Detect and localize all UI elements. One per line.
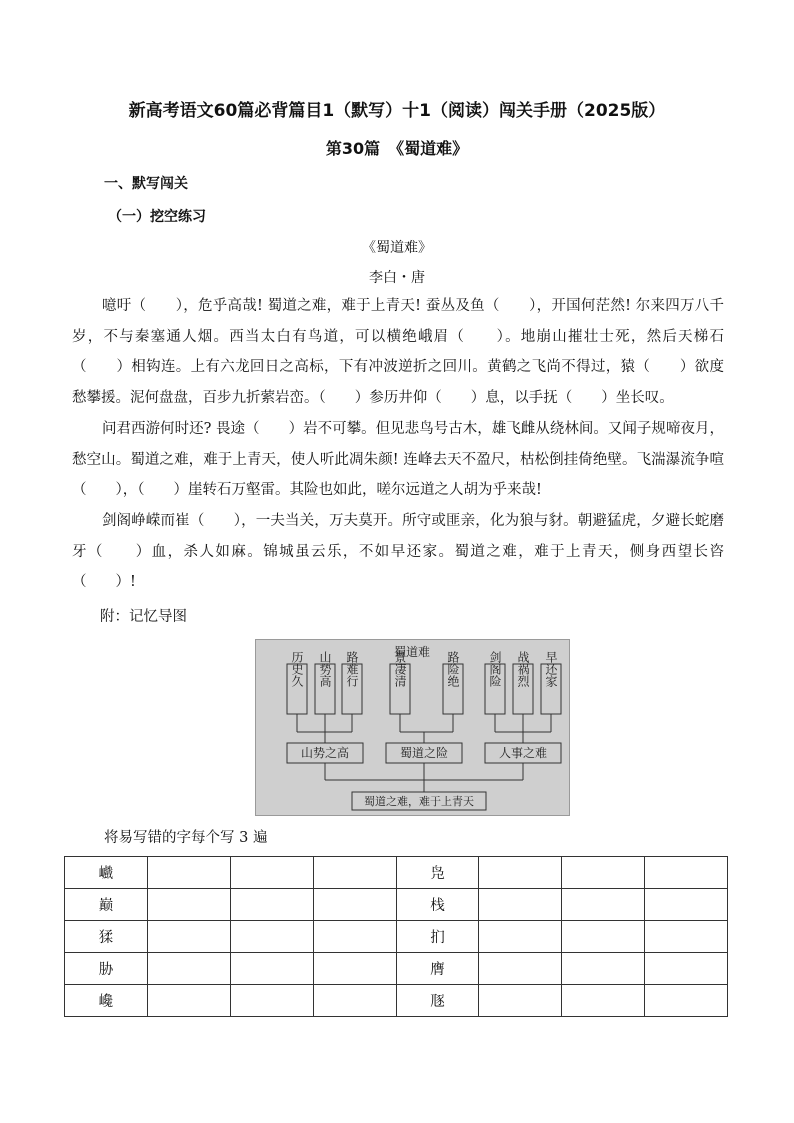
- table-row: [65, 953, 728, 985]
- practice-writing-cell[interactable]: [562, 953, 645, 985]
- section-heading: 一、默写闯关: [104, 176, 188, 192]
- practice-writing-cell[interactable]: [562, 921, 645, 953]
- mindmap-leaf-6: 剑阁险: [488, 651, 502, 687]
- mindmap-leaf-8: 早还家: [544, 651, 558, 687]
- practice-writing-cell[interactable]: [562, 985, 645, 1017]
- mind-map: [255, 639, 570, 816]
- poem-title: 《蜀道难》: [362, 240, 432, 256]
- poem-author: 李白・唐: [369, 270, 425, 286]
- mindmap-branch-2: 蜀道之险: [399, 746, 449, 760]
- table-row: [65, 921, 728, 953]
- appendix-label: 附：记忆导图: [100, 609, 187, 625]
- practice-writing-cell[interactable]: [313, 953, 396, 985]
- mindmap-leaf-5: 路险绝: [446, 651, 460, 687]
- mindmap-leaf-3: 路难行: [345, 651, 359, 687]
- practice-character-cell: 猱: [65, 921, 148, 953]
- practice-character-cell: 膺: [396, 953, 479, 985]
- practice-writing-cell[interactable]: [562, 857, 645, 889]
- practice-writing-cell[interactable]: [230, 953, 313, 985]
- practice-character-cell: 栈: [396, 889, 479, 921]
- table-row: [65, 985, 728, 1017]
- practice-writing-cell[interactable]: [562, 889, 645, 921]
- poem-paragraph-2: 问君西游何时还? 畏途（ ）岩不可攀。但见悲鸟号古木，雄飞雌从绕林间。又闻子规啼夜月，愁空山。蜀道之难，难于上青天，使人听此凋朱颜! 连峰去天不盈尺，枯松倒挂倚绝壁。飞湍瀑流争喧（ ），（ ）崖转石万壑雷。其险也如此，嗟尔远道之人胡为乎来哉!: [72, 421, 724, 498]
- practice-character-cell: 胁: [65, 953, 148, 985]
- mindmap-conclusion: 蜀道之难，难于上青天: [364, 795, 474, 808]
- practice-writing-cell[interactable]: [147, 889, 230, 921]
- practice-writing-cell[interactable]: [313, 857, 396, 889]
- mindmap-leaf-4: 景凄清: [393, 651, 407, 687]
- table-row: [65, 889, 728, 921]
- practice-writing-cell[interactable]: [479, 921, 562, 953]
- mindmap-leaf-2: 山势高: [318, 651, 332, 687]
- mindmap-root: 蜀道难: [393, 645, 431, 659]
- practice-writing-cell[interactable]: [479, 985, 562, 1017]
- practice-writing-cell[interactable]: [147, 857, 230, 889]
- poem-paragraph-1: 噫吁（ ），危乎高哉! 蜀道之难，难于上青天! 蚕丛及鱼（ ），开国何茫然! 尔来四万八千岁，不与秦塞通人烟。西当太白有鸟道，可以横绝峨眉（ ）。地崩山摧壮士死，然后天梯石（ ）相钩连。上有六龙回日之高标，下有冲波逆折之回川。黄鹤之飞尚不得过，猿（ ）欲度愁攀援。泥何盘盘，百步九折萦岩峦。（ ）参历井仰（ ）息，以手抚（ ）坐长叹。: [72, 298, 724, 406]
- mindmap-leaf-1: 历史久: [290, 651, 304, 687]
- practice-character-cell: 凫: [396, 857, 479, 889]
- practice-writing-cell[interactable]: [230, 857, 313, 889]
- practice-writing-cell[interactable]: [313, 921, 396, 953]
- table-row: [65, 857, 728, 889]
- practice-writing-cell[interactable]: [645, 921, 728, 953]
- practice-writing-cell[interactable]: [147, 953, 230, 985]
- poem-paragraph-3: 剑阁峥嵘而崔（ ），一夫当关，万夫莫开。所守或匪亲，化为狼与豺。朝避猛虎，夕避长蛇磨牙（ ）血，杀人如麻。锦城虽云乐，不如早还家。蜀道之难，难于上青天，侧身西望长咨（ ）!: [72, 513, 724, 590]
- mindmap-branch-1: 山势之高: [300, 746, 350, 760]
- practice-writing-cell[interactable]: [230, 921, 313, 953]
- mindmap-leaf-7: 战祸烈: [516, 651, 530, 687]
- practice-writing-cell[interactable]: [645, 953, 728, 985]
- practice-writing-cell[interactable]: [147, 921, 230, 953]
- practice-character-cell: 巇: [65, 857, 148, 889]
- practice-character-cell: 豗: [396, 985, 479, 1017]
- practice-character-cell: 巅: [65, 889, 148, 921]
- practice-character-cell: 巉: [65, 985, 148, 1017]
- section-subheading: （一）挖空练习: [108, 209, 206, 225]
- practice-writing-cell[interactable]: [313, 889, 396, 921]
- practice-instruction: 将易写错的字每个写 3 遍: [104, 830, 268, 846]
- practice-writing-cell[interactable]: [147, 985, 230, 1017]
- practice-writing-cell[interactable]: [313, 985, 396, 1017]
- practice-writing-cell[interactable]: [645, 985, 728, 1017]
- practice-writing-cell[interactable]: [479, 889, 562, 921]
- lesson-subtitle: 第30篇 《蜀道难》: [325, 139, 469, 158]
- practice-writing-cell[interactable]: [645, 857, 728, 889]
- document-title: 新高考语文60篇必背篇目1（默写）十1（阅读）闯关手册（2025版）: [128, 101, 666, 121]
- practice-writing-cell[interactable]: [479, 857, 562, 889]
- mindmap-branch-3: 人事之难: [498, 746, 548, 760]
- practice-writing-cell[interactable]: [230, 889, 313, 921]
- practice-writing-cell[interactable]: [645, 889, 728, 921]
- practice-writing-cell[interactable]: [230, 985, 313, 1017]
- practice-writing-cell[interactable]: [479, 953, 562, 985]
- practice-table: [64, 856, 728, 1017]
- practice-character-cell: 扪: [396, 921, 479, 953]
